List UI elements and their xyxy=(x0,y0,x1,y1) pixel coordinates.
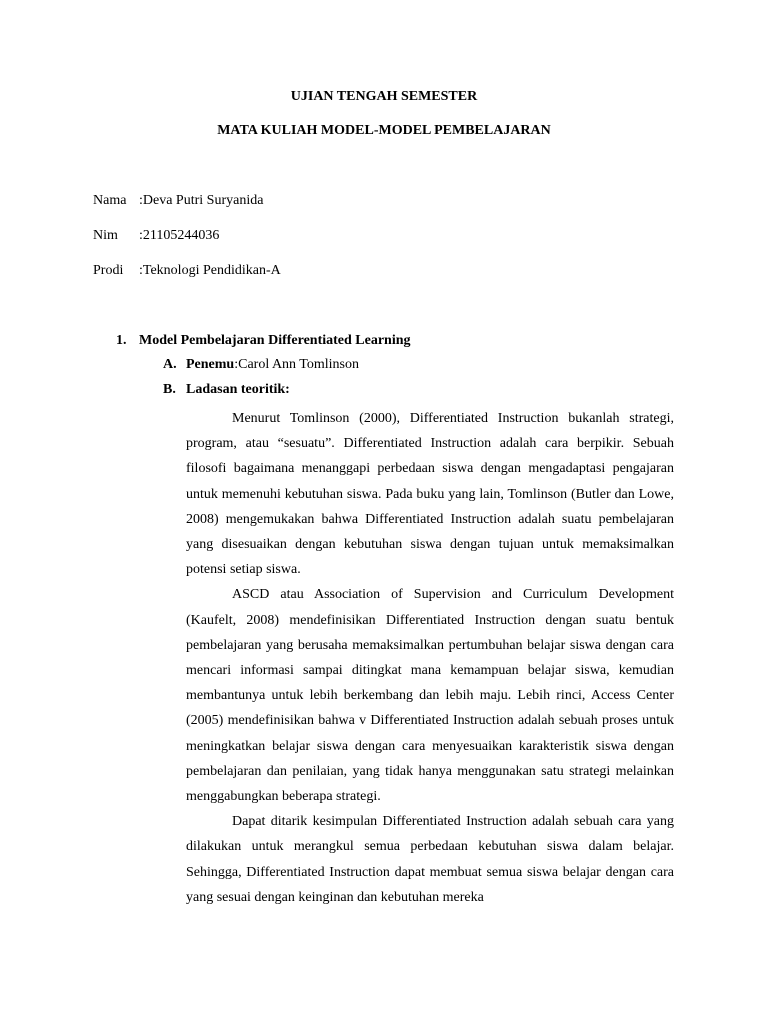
subsection-a xyxy=(163,356,359,374)
subsection-a-letter: A. xyxy=(163,357,177,372)
nama-label: Nama xyxy=(93,193,127,208)
section-1-title: Model Pembelajaran Differentiated Learning xyxy=(139,333,411,348)
prodi-value: :Teknologi Pendidikan-A xyxy=(139,263,281,278)
identity-row-nim xyxy=(93,227,219,245)
prodi-label: Prodi xyxy=(93,263,124,278)
subsection-b-body xyxy=(186,406,674,910)
subsection-a-value: :Carol Ann Tomlinson xyxy=(234,357,359,372)
subsection-b-label: Ladasan teoritik: xyxy=(186,382,290,397)
subsection-b xyxy=(163,381,290,399)
nama-value: :Deva Putri Suryanida xyxy=(139,193,264,208)
section-1-number: 1. xyxy=(116,333,127,348)
nim-label: Nim xyxy=(93,228,118,243)
subsection-b-letter: B. xyxy=(163,382,176,397)
document-subtitle: MATA KULIAH MODEL-MODEL PEMBELAJARAN xyxy=(217,123,551,138)
subsection-a-label: Penemu xyxy=(186,357,235,372)
section-1-heading xyxy=(116,332,411,350)
paragraph-3: Dapat ditarik kesimpulan Differentiated Instruction adalah sebuah cara yang dilakukan untuk merangkul semua perbedaan kebutuhan siswa dalam belajar. Sehingga, Differentiated Instruction dapat membuat semua siswa belajar dengan cara yang sesuai dengan keinginan dan kebutuhan mereka xyxy=(186,814,674,905)
nim-value: :21105244036 xyxy=(139,228,220,243)
paragraph-2: ASCD atau Association of Supervision and Curriculum Development (Kaufelt, 2008) mendefinisikan Differentiated Instruction dengan suatu bentuk pembelajaran yang berusaha memaksimalkan pertumbuhan belajar siswa dengan cara mencari informasi sampai ditingkat mana kemampuan belajar siswa, kemudian membantunya untuk lebih berkembang dan lebih maju. Lebih rinci, Access Center (2005) mendefinisikan bahwa v Differentiated Instruction adalah sebuah proses untuk meningkatkan belajar siswa dengan cara menyesuaikan karakteristik siswa dengan pembelajaran dan penilaian, yang tidak hanya menggunakan satu strategi melainkan menggabungkan beberapa strategi. xyxy=(186,587,674,805)
identity-row-prodi xyxy=(93,262,281,280)
paragraph-1: Menurut Tomlinson (2000), Differentiated Instruction bukanlah strategi, program, atau “sesuatu”. Differentiated Instruction adalah cara berpikir. Sebuah filosofi bagaimana menanggapi perbedaan siswa dengan mengadaptasi pengajaran untuk memenuhi kebutuhan siswa. Pada buku yang lain, Tomlinson (Butler dan Lowe, 2008) mengemukakan bahwa Differentiated Instruction adalah suatu pembelajaran yang disesuaikan dengan kebutuhan siswa dengan tujuan untuk memaksimalkan potensi setiap siswa. xyxy=(186,411,674,578)
identity-row-nama xyxy=(93,192,263,210)
document-title: UJIAN TENGAH SEMESTER xyxy=(290,89,478,104)
